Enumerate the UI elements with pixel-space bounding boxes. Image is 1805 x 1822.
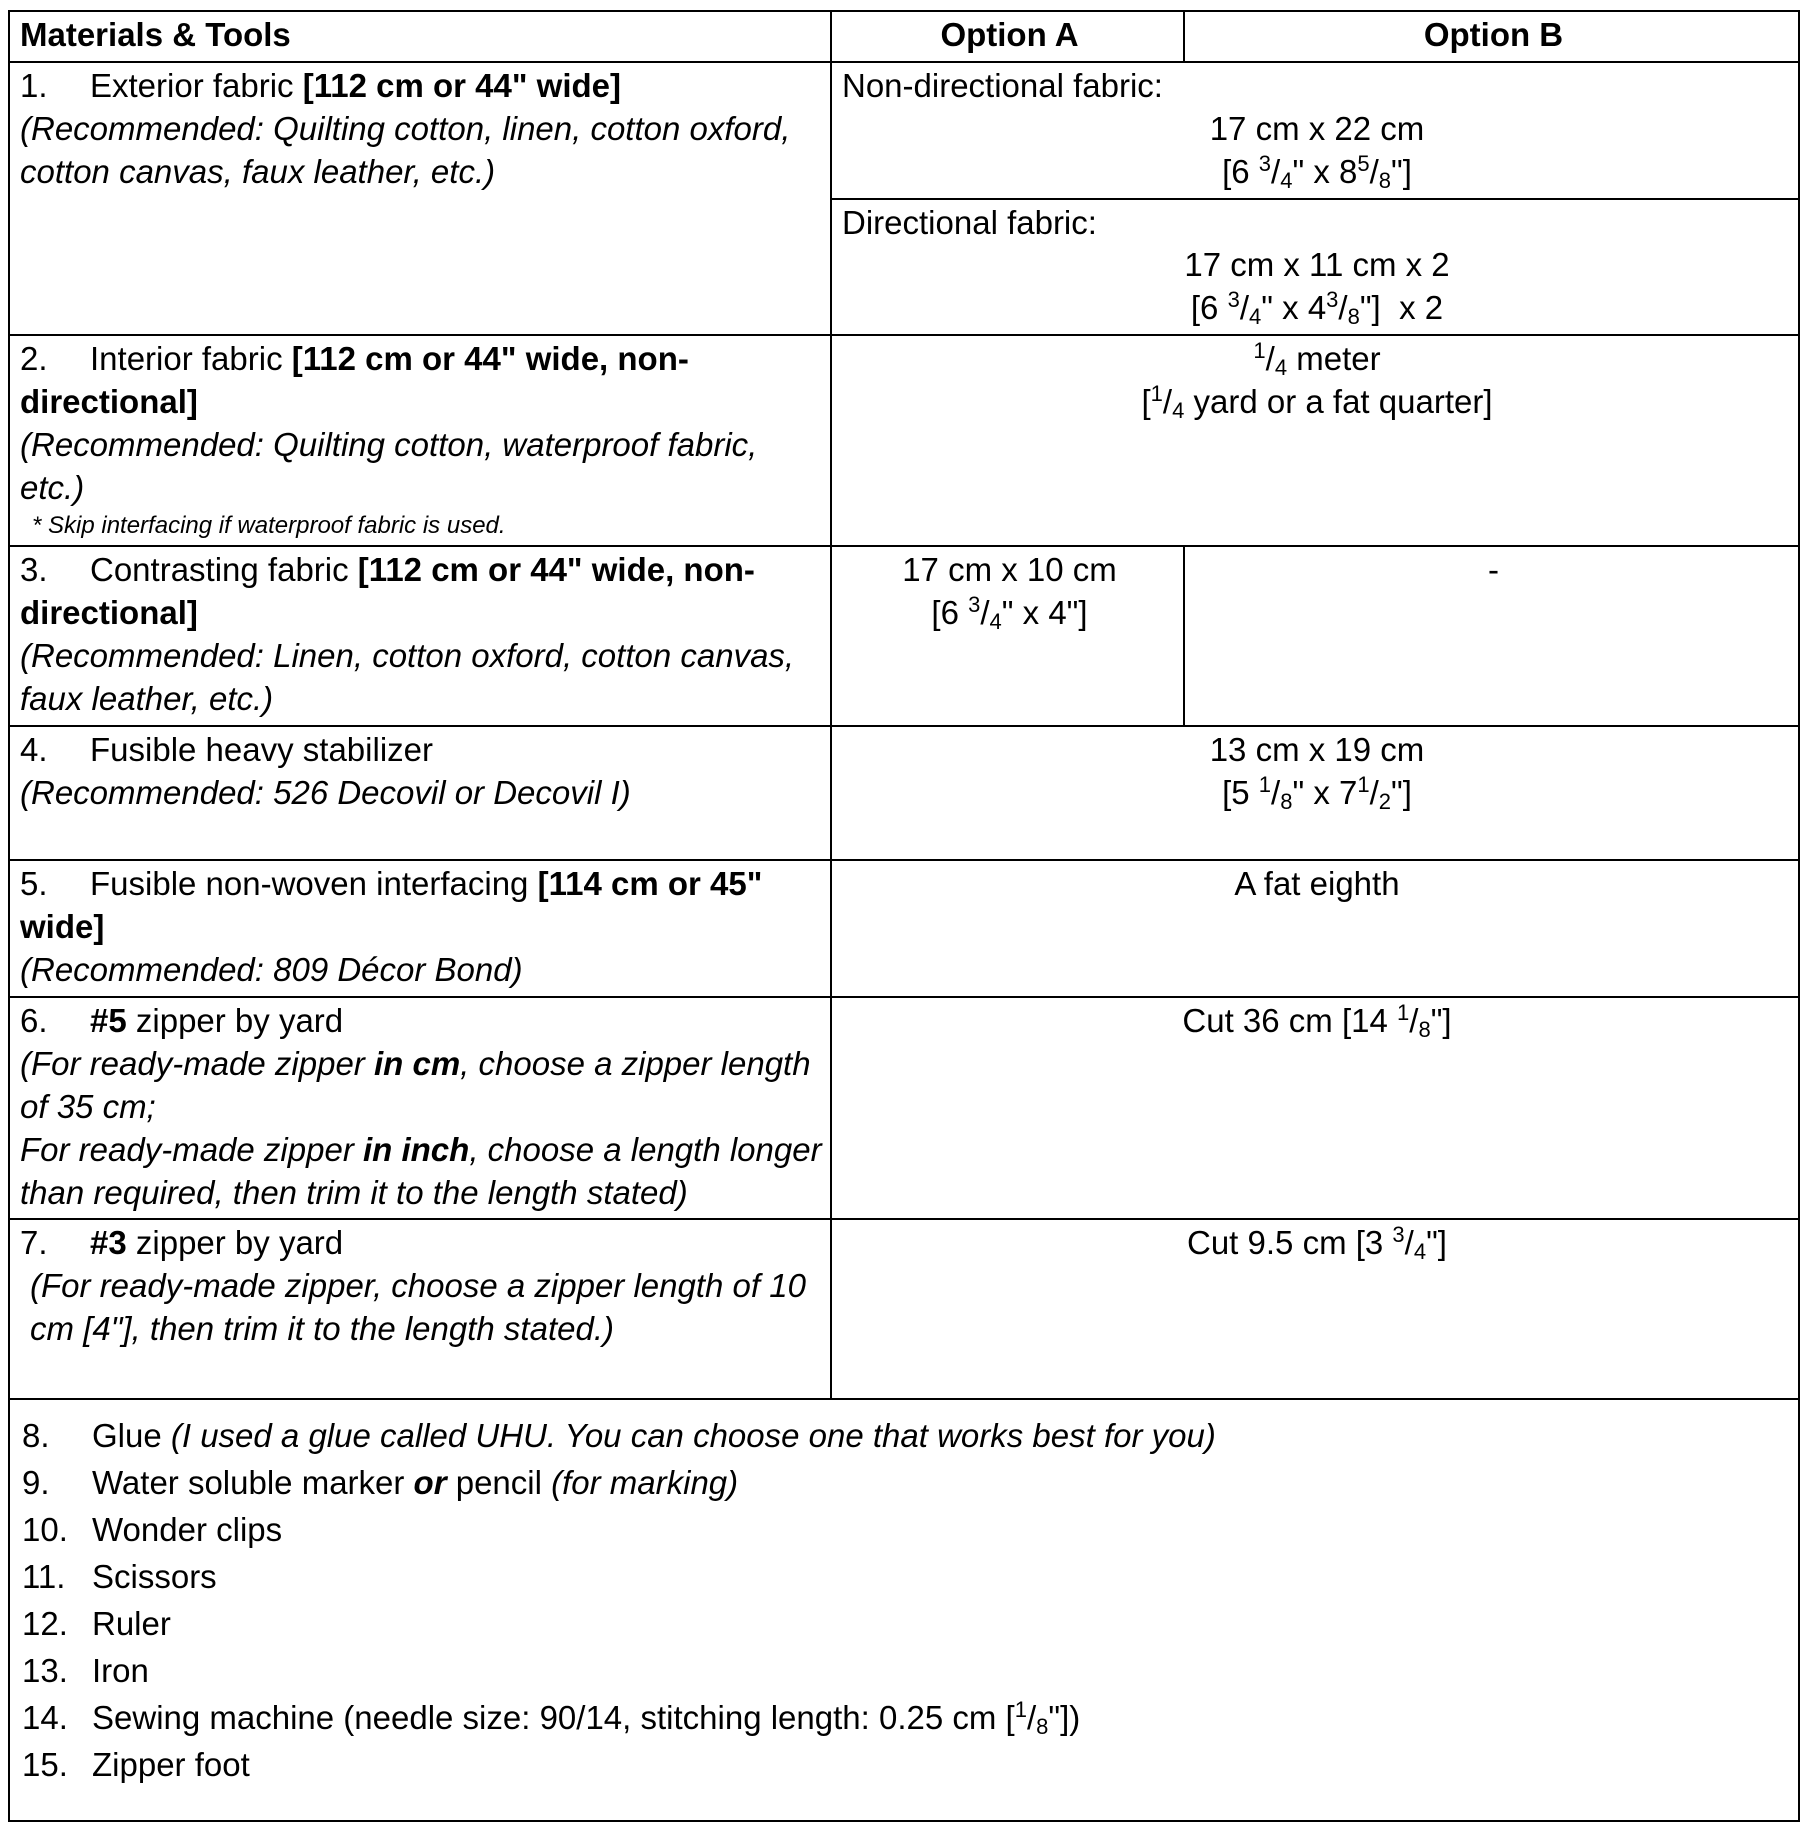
table-row: [9, 726, 1799, 860]
material-note: (For ready-made zipper in cm, choose a zipper length of 35 cm; For ready-made zipper in inch, choose a length longer than required, then trim it to the length stated): [20, 1044, 822, 1211]
material-title: 3. Contrasting fabric [112 cm or 44" wide, non-directional]: [20, 550, 755, 631]
option-value-cell: [831, 199, 1799, 336]
option-b-cell: -: [1184, 546, 1799, 726]
material-note: (Recommended: 809 Décor Bond): [20, 950, 523, 988]
material-cell: [9, 726, 831, 860]
list-item: 8. Glue (I used a glue called UHU. You can choose one that works best for you): [22, 1417, 1216, 1455]
tools-row: [9, 1399, 1799, 1821]
material-spec: [112 cm or 44" wide, non-directional]: [20, 550, 755, 631]
material-spec: [112 cm or 44" wide, non-directional]: [20, 340, 689, 421]
material-title: 2. Interior fabric [112 cm or 44" wide, non-directional]: [20, 340, 689, 421]
material-footnote: * Skip interfacing if waterproof fabric is used.: [32, 511, 506, 539]
material-title: 4. Fusible heavy stabilizer: [20, 730, 433, 768]
table-row: [9, 335, 1799, 546]
imperial-value: [6 $^3/_4$" x $8^5/_8$"]: [1222, 150, 1412, 193]
material-spec: [114 cm or 45" wide]: [20, 864, 763, 945]
material-cell: [9, 1219, 831, 1399]
imperial-value: [5 $^1/_8$" x $7^1/_2$"]: [1222, 771, 1412, 814]
list-item: 9. Water soluble marker or pencil (for marking): [22, 1464, 739, 1502]
list-item: 14. Sewing machine (needle size: 90/14, stitching length: 0.25 cm $[^1/_8"]$): [22, 1697, 1081, 1740]
material-note: (Recommended: Linen, cotton oxford, cotton canvas, faux leather, etc.): [20, 636, 795, 717]
imperial-value: [6 $^3/_4$" x $4^3/_8$"] x 2: [1190, 287, 1444, 330]
list-item: 11. Scissors: [22, 1558, 217, 1596]
list-item: 10. Wonder clips: [22, 1511, 283, 1549]
material-note: (For ready-made zipper, choose a zipper length of 10 cm [4"], then trim it to the length stated.): [30, 1267, 806, 1348]
metric-value: 17 cm x 11 cm x 2: [1184, 246, 1450, 284]
metric-value: 17 cm x 10 cm: [902, 550, 1117, 588]
material-note: (Recommended: Quilting cotton, waterproof fabric, etc.): [20, 426, 758, 506]
material-title: 7. #3 zipper by yard: [20, 1224, 344, 1262]
tools-cell: [9, 1399, 1799, 1821]
material-cell: [9, 335, 831, 546]
list-item: 15. Zipper foot: [22, 1746, 250, 1784]
metric-value: A fat eighth: [1234, 864, 1400, 902]
tools-list: [20, 1402, 1792, 1816]
materials-table: [8, 10, 1800, 1822]
option-value-cell: [831, 997, 1799, 1219]
option-a-header: Option A: [831, 11, 1184, 62]
material-cell: [9, 997, 831, 1219]
option-value-cell: [831, 335, 1799, 546]
fabric-type-label: Directional fabric:: [842, 203, 1097, 241]
list-item: 13. Iron: [22, 1652, 149, 1690]
material-title: 1. Exterior fabric [112 cm or 44" wide]: [20, 66, 622, 104]
imperial-value: [6 $^3/_4$" x 4"]: [931, 591, 1088, 634]
metric-value: $^1/_4$ meter: [1253, 338, 1381, 381]
metric-value: Cut 9.5 cm [3 $^3/_4$"]: [1187, 1222, 1447, 1265]
option-b-header: Option B: [1184, 11, 1799, 62]
materials-header: Materials & Tools: [9, 11, 831, 62]
material-title: 5. Fusible non-woven interfacing [114 cm or 45" wide]: [20, 864, 763, 945]
imperial-value: [$^1/_4$ yard or a fat quarter]: [1141, 381, 1493, 424]
material-note: (Recommended: 526 Decovil or Decovil I): [20, 773, 631, 811]
header-row: [9, 11, 1799, 62]
material-cell: [9, 860, 831, 997]
option-value-cell: [831, 860, 1799, 997]
metric-value: 13 cm x 19 cm: [1209, 730, 1425, 768]
table-row: [9, 1219, 1799, 1399]
option-a-cell: [831, 546, 1184, 726]
option-value-cell: [831, 726, 1799, 860]
fabric-type-label: Non-directional fabric:: [842, 66, 1163, 104]
metric-value: Cut 36 cm [14 $^1/_8$"]: [1182, 999, 1452, 1042]
material-note: (Recommended: Quilting cotton, linen, cotton oxford, cotton canvas, faux leather, etc.): [20, 109, 791, 190]
table-row: [9, 997, 1799, 1219]
list-item: 12. Ruler: [22, 1605, 171, 1643]
option-value-cell: [831, 1219, 1799, 1399]
table-row: [9, 62, 1799, 199]
table-row: [9, 546, 1799, 726]
material-cell: [9, 546, 831, 726]
metric-value: 17 cm x 22 cm: [1209, 109, 1425, 147]
option-value-cell: [831, 62, 1799, 199]
material-title: 6. #5 zipper by yard: [20, 1001, 344, 1039]
table-row: [9, 860, 1799, 997]
material-cell: [9, 62, 831, 335]
material-spec: [112 cm or 44" wide]: [302, 66, 622, 104]
